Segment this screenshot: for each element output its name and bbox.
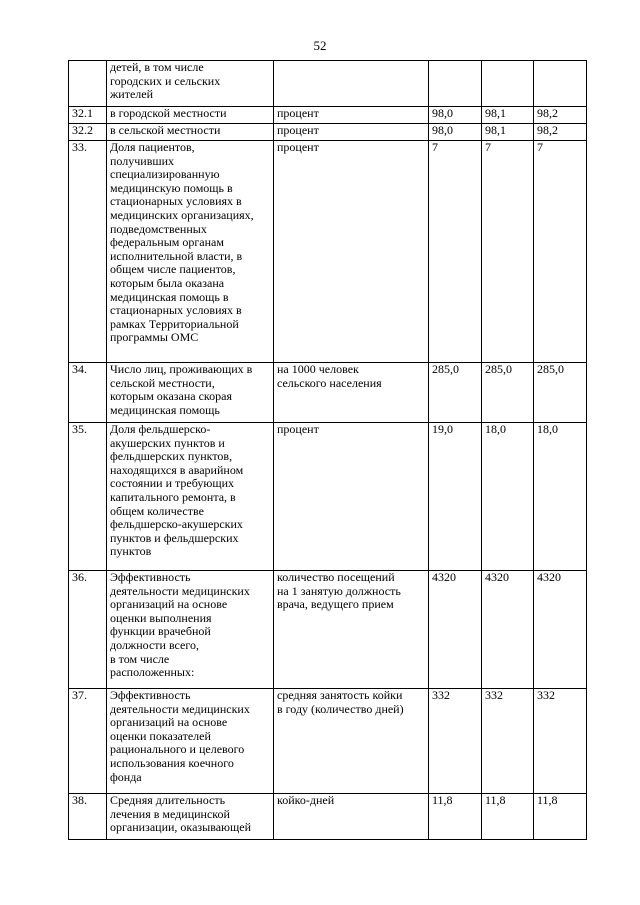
row-number: 35. bbox=[69, 423, 107, 571]
row-number bbox=[69, 61, 107, 107]
row-number: 32.2 bbox=[69, 124, 107, 141]
value-year-3: 98,2 bbox=[534, 107, 587, 124]
value-year-2: 98,1 bbox=[482, 124, 534, 141]
value-year-2: 285,0 bbox=[482, 363, 534, 423]
indicator-name: Число лиц, проживающих в сельской местности, которым оказана скорая медицинская помощь bbox=[107, 363, 274, 423]
table-row bbox=[69, 689, 587, 794]
value-year-2: 98,1 bbox=[482, 107, 534, 124]
row-number: 38. bbox=[69, 794, 107, 840]
value-year-2 bbox=[482, 61, 534, 107]
value-year-1: 98,0 bbox=[429, 107, 482, 124]
row-number: 36. bbox=[69, 571, 107, 689]
value-year-2: 7 bbox=[482, 141, 534, 363]
indicator-name: Эффективность деятельности медицинских организаций на основе оценки показателей рационального и целевого использования коечного фонда bbox=[107, 689, 274, 794]
indicator-name: Средняя длительность лечения в медицинской организации, оказывающей bbox=[107, 794, 274, 840]
unit-of-measure: процент bbox=[274, 423, 429, 571]
value-year-2: 18,0 bbox=[482, 423, 534, 571]
value-year-1: 7 bbox=[429, 141, 482, 363]
value-year-1: 98,0 bbox=[429, 124, 482, 141]
value-year-2: 11,8 bbox=[482, 794, 534, 840]
table-row bbox=[69, 794, 587, 840]
table-row bbox=[69, 141, 587, 363]
unit-of-measure: процент bbox=[274, 107, 429, 124]
value-year-2: 332 bbox=[482, 689, 534, 794]
row-number: 32.1 bbox=[69, 107, 107, 124]
indicator-name: Эффективность деятельности медицинских организаций на основе оценки выполнения функции врачебной должности всего, в том числе расположенных: bbox=[107, 571, 274, 689]
row-number: 33. bbox=[69, 141, 107, 363]
unit-of-measure: процент bbox=[274, 124, 429, 141]
unit-of-measure bbox=[274, 61, 429, 107]
unit-of-measure: средняя занятость койки в году (количество дней) bbox=[274, 689, 429, 794]
page-number: 52 bbox=[313, 38, 327, 53]
value-year-3: 98,2 bbox=[534, 124, 587, 141]
value-year-2: 4320 bbox=[482, 571, 534, 689]
indicators-table bbox=[68, 60, 587, 840]
value-year-1 bbox=[429, 61, 482, 107]
value-year-1: 332 bbox=[429, 689, 482, 794]
value-year-3: 11,8 bbox=[534, 794, 587, 840]
table-row bbox=[69, 571, 587, 689]
value-year-1: 285,0 bbox=[429, 363, 482, 423]
indicator-name: детей, в том числе городских и сельских жителей bbox=[107, 61, 274, 107]
table-row bbox=[69, 423, 587, 571]
unit-of-measure: процент bbox=[274, 141, 429, 363]
row-number: 34. bbox=[69, 363, 107, 423]
unit-of-measure: количество посещений на 1 занятую должность врача, ведущего прием bbox=[274, 571, 429, 689]
unit-of-measure: на 1000 человек сельского населения bbox=[274, 363, 429, 423]
value-year-3: 7 bbox=[534, 141, 587, 363]
value-year-3: 4320 bbox=[534, 571, 587, 689]
indicator-name: в сельской местности bbox=[107, 124, 274, 141]
value-year-3 bbox=[534, 61, 587, 107]
indicator-name: Доля фельдшерско- акушерских пунктов и фельдшерских пунктов, находящихся в аварийном состоянии и требующих капитального ремонта, в общем количестве фельдшерско-акушерских пунктов и фельдшерских пунктов bbox=[107, 423, 274, 571]
value-year-1: 11,8 bbox=[429, 794, 482, 840]
table-row bbox=[69, 124, 587, 141]
row-number: 37. bbox=[69, 689, 107, 794]
value-year-3: 285,0 bbox=[534, 363, 587, 423]
unit-of-measure: койко-дней bbox=[274, 794, 429, 840]
value-year-1: 19,0 bbox=[429, 423, 482, 571]
indicator-name: Доля пациентов, получивших специализированную медицинскую помощь в стационарных условиях в медицинских организациях, подведомственных федеральным органам исполнительной власти, в общем числе пациентов, которым была оказана медицинская помощь в стационарных условиях в рамках Территориальной программы ОМС bbox=[107, 141, 274, 363]
value-year-3: 18,0 bbox=[534, 423, 587, 571]
indicator-name: в городской местности bbox=[107, 107, 274, 124]
table-row bbox=[69, 363, 587, 423]
table-row bbox=[69, 107, 587, 124]
value-year-1: 4320 bbox=[429, 571, 482, 689]
table-row bbox=[69, 61, 587, 107]
value-year-3: 332 bbox=[534, 689, 587, 794]
